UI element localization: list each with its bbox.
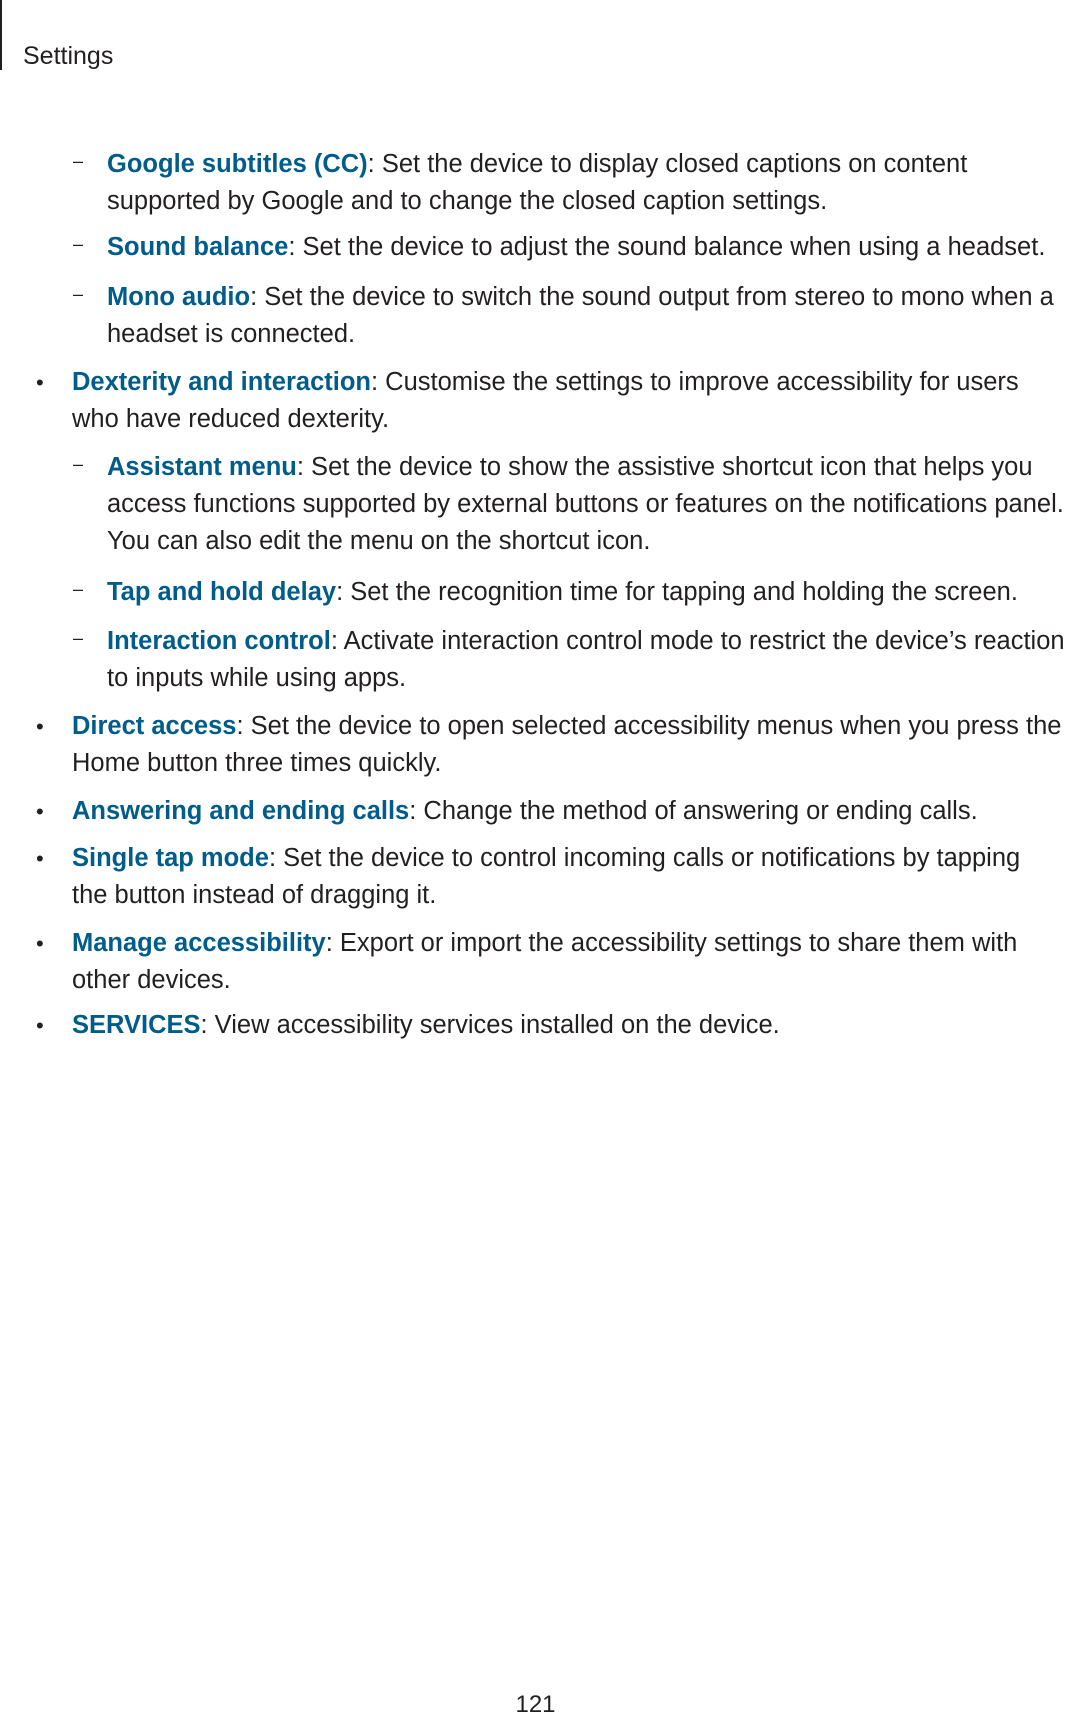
bullet-marker: • [36, 370, 44, 395]
dash-marker: – [73, 628, 84, 648]
item-text: : Set the device to open selected accessibility menus when you press the Home button three times quickly. [72, 712, 1062, 777]
list-item-services [36, 1007, 1062, 1044]
list-item-single-tap-mode [36, 840, 1062, 914]
item-text: : Change the method of answering or ending calls. [409, 797, 978, 825]
dash-marker: – [73, 151, 84, 171]
bullet-marker: • [36, 931, 44, 956]
dash-marker: – [73, 579, 84, 599]
item-term: Assistant menu [107, 453, 297, 481]
list-item-assistant-menu [73, 449, 1071, 560]
item-term: Single tap mode [72, 844, 269, 872]
item-term: Dexterity and interaction [72, 368, 371, 396]
list-item-mono-audio [73, 279, 1071, 353]
bullet-marker: • [36, 1013, 44, 1038]
bullet-marker: • [36, 846, 44, 871]
item-term: Tap and hold delay [107, 578, 337, 606]
item-term: Direct access [72, 712, 237, 740]
list-item-interaction-control [73, 623, 1071, 697]
item-term: Answering and ending calls [72, 797, 410, 825]
list-item-manage-accessibility [36, 925, 1062, 999]
list-item-google-subtitles [73, 146, 1071, 220]
item-term: Sound balance [107, 233, 289, 261]
item-term: Mono audio [107, 283, 251, 311]
bullet-marker: • [36, 799, 44, 824]
bullet-marker: • [36, 714, 44, 739]
item-text: : Set the device to adjust the sound balance when using a headset. [288, 233, 1046, 261]
header-rule [0, 0, 2, 70]
item-text: : Customise the settings to improve accessibility for users who have reduced dexterity. [72, 368, 1019, 433]
item-text: : Set the recognition time for tapping and holding the screen. [336, 578, 1018, 606]
item-text: : Set the device to display closed captions on content supported by Google and to change the closed caption settings. [107, 150, 968, 215]
page-number: 121 [515, 1691, 556, 1718]
item-text: : Set the device to control incoming calls or notifications by tapping the button instead of dragging it. [72, 844, 1021, 909]
item-term: Google subtitles (CC) [107, 150, 368, 178]
item-text: : Set the device to switch the sound output from stereo to mono when a headset is connected. [107, 283, 1054, 348]
list-item-direct-access [36, 708, 1062, 782]
list-item-sound-balance [73, 229, 1071, 266]
list-item-tap-and-hold-delay [73, 574, 1071, 611]
page-header-title: Settings [23, 42, 114, 70]
item-text: : Export or import the accessibility settings to share them with other devices. [72, 929, 1018, 994]
item-term: Interaction control [107, 627, 331, 655]
dash-marker: – [73, 454, 84, 474]
dash-marker: – [73, 234, 84, 254]
item-text: : View accessibility services installed on the device. [200, 1011, 780, 1039]
item-text: : Set the device to show the assistive shortcut icon that helps you access functions supported by external buttons or features on the notifications panel. You can also edit the menu on the shortcut icon. [107, 453, 1064, 555]
dash-marker: – [73, 284, 84, 304]
item-term: SERVICES [72, 1011, 201, 1039]
item-term: Manage accessibility [72, 929, 326, 957]
list-item-answering-ending-calls [36, 793, 1062, 830]
list-item-dexterity-interaction [36, 364, 1062, 438]
item-text: : Activate interaction control mode to restrict the device’s reaction to inputs while using apps. [107, 627, 1065, 692]
